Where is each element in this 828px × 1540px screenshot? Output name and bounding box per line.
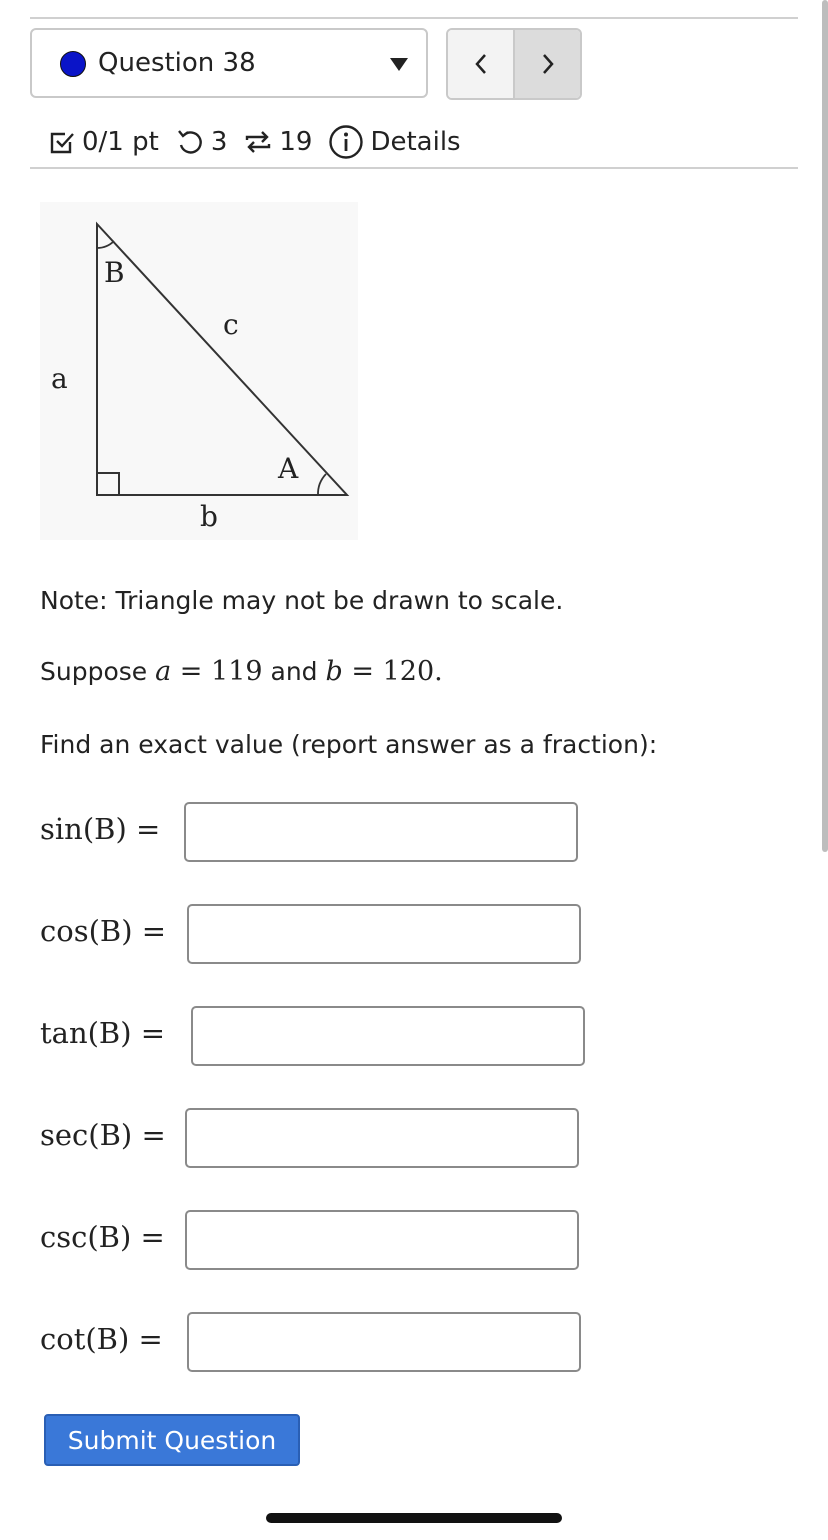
- caret-down-icon: [390, 58, 408, 71]
- given-values: [40, 656, 443, 687]
- csc-label: csc(B) =: [40, 1220, 165, 1254]
- value-b: 120.: [382, 656, 443, 687]
- retries-count: 19: [279, 127, 313, 157]
- attempts-count: 3: [210, 127, 228, 157]
- triangle-figure: [40, 202, 358, 540]
- top-divider: [30, 17, 798, 19]
- retry-icon: [243, 127, 273, 157]
- question-nav: [446, 28, 582, 100]
- var-b: b: [325, 656, 343, 687]
- question-label: Question 38: [98, 48, 256, 78]
- tan-answer-input[interactable]: [191, 1006, 585, 1066]
- submit-question-button[interactable]: Submit Question: [44, 1414, 300, 1466]
- angle-a-arc: [318, 474, 326, 495]
- equals-b: =: [342, 656, 383, 687]
- page-scrollbar[interactable]: [822, 0, 828, 852]
- csc-answer-input[interactable]: [185, 1210, 579, 1270]
- scale-note: Note: Triangle may not be drawn to scale.: [40, 586, 564, 615]
- header-divider: [30, 167, 798, 169]
- instruction-text: Find an exact value (report answer as a fraction):: [40, 730, 658, 759]
- question-status-dot: [60, 51, 86, 77]
- triangle-diagram: [40, 202, 358, 540]
- details-link[interactable]: [328, 124, 460, 160]
- tan-label: tan(B) =: [40, 1016, 166, 1050]
- sec-label: sec(B) =: [40, 1118, 166, 1152]
- and-word: and: [262, 657, 326, 686]
- question-select[interactable]: [30, 28, 428, 98]
- var-a: a: [155, 656, 172, 687]
- value-a: 119: [211, 656, 263, 687]
- side-b-label: b: [200, 500, 218, 533]
- sin-answer-input[interactable]: [184, 802, 578, 862]
- next-question-button[interactable]: [515, 30, 580, 98]
- right-angle-marker: [97, 473, 119, 495]
- side-a-label: a: [51, 362, 68, 395]
- previous-question-button[interactable]: [448, 30, 515, 98]
- cot-label: cot(B) =: [40, 1322, 163, 1356]
- suppose-prefix: Suppose: [40, 657, 156, 686]
- cot-answer-input[interactable]: [187, 1312, 581, 1372]
- details-label: Details: [370, 127, 461, 157]
- info-icon: [328, 124, 364, 160]
- equals-a: =: [171, 656, 212, 687]
- triangle-outline: [97, 224, 347, 495]
- cos-label: cos(B) =: [40, 914, 167, 948]
- sec-answer-input[interactable]: [185, 1108, 579, 1168]
- checkbox-score-icon: [48, 128, 76, 156]
- cos-answer-input[interactable]: [187, 904, 581, 964]
- angle-a-label: A: [278, 452, 299, 485]
- side-c-label: c: [223, 308, 239, 341]
- undo-attempts-icon: [175, 128, 205, 156]
- angle-b-arc: [97, 241, 114, 248]
- question-meta: [48, 118, 461, 166]
- angle-b-label: B: [104, 256, 125, 289]
- sin-label: sin(B) =: [40, 812, 161, 846]
- points-text: 0/1 pt: [82, 127, 159, 157]
- home-indicator[interactable]: [266, 1513, 562, 1523]
- chevron-left-icon: [472, 51, 490, 77]
- chevron-right-icon: [539, 51, 557, 77]
